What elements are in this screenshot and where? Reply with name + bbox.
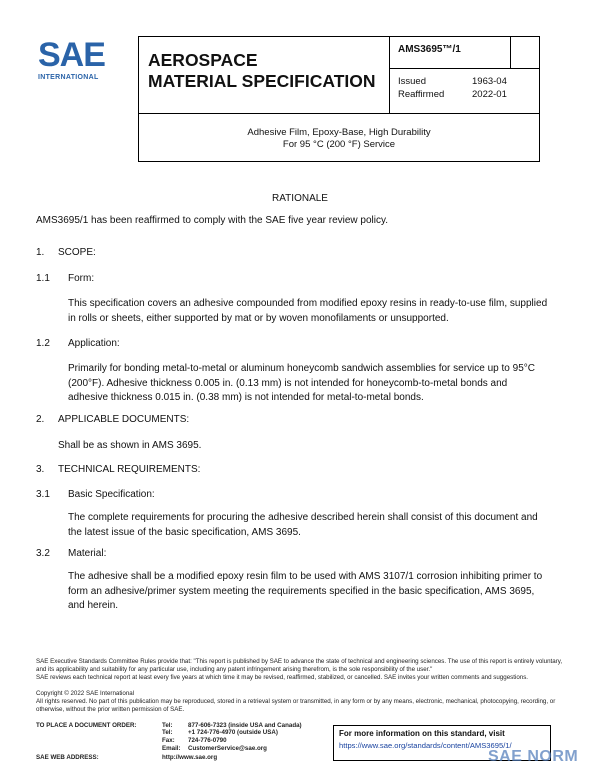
section-number: 3.2 xyxy=(36,548,50,559)
section-title: Material: xyxy=(68,548,107,559)
fax-number: 724-776-0790 xyxy=(188,737,227,744)
subtitle-line: For 95 °C (200 °F) Service xyxy=(282,139,396,150)
section-title: Form: xyxy=(68,273,95,284)
rationale-heading: RATIONALE xyxy=(272,193,328,204)
subtitle-line: Adhesive Film, Epoxy-Base, High Durability xyxy=(247,127,431,138)
header-divider xyxy=(510,36,511,68)
order-label: TO PLACE A DOCUMENT ORDER: xyxy=(36,722,137,729)
logo-subtext: INTERNATIONAL xyxy=(38,74,99,81)
section-title: APPLICABLE DOCUMENTS: xyxy=(58,414,190,425)
reaffirmed-label: Reaffirmed xyxy=(398,89,445,100)
title-line: AEROSPACE xyxy=(148,50,258,70)
reaffirmed-value: 2022-01 xyxy=(472,89,507,100)
section-number: 3. xyxy=(36,464,45,475)
section-number: 1. xyxy=(36,247,45,258)
section-number: 1.2 xyxy=(36,338,50,349)
document-type-title xyxy=(148,50,376,92)
issued-label: Issued xyxy=(398,76,426,87)
tel-outside-usa: +1 724-776-4970 (outside USA) xyxy=(188,729,278,736)
title-line: MATERIAL SPECIFICATION xyxy=(148,71,376,91)
document-number: AMS3695™/1 xyxy=(398,44,461,55)
rationale-text: AMS3695/1 has been reaffirmed to comply with the SAE five year review policy. xyxy=(36,215,389,226)
section-text: Shall be as shown in AMS 3695. xyxy=(58,440,202,451)
section-text: Primarily for bonding metal-to-metal or aluminum honeycomb sandwich assemblies for service up to 95°C (200°F). Adhesive thickness 0.005 in. (0.13 mm) is not intended for honeycomb-to-metal bonds and adhesive thickness 0.015 in. (0.38 mm) is not intended for metal-to-metal bonds. xyxy=(68,363,535,403)
footer-rights: All rights reserved. No part of this publication may be reproduced, stored in a retrieval system or transmitted, in any form or by any means, electronic, mechanical, photocopying, recording, or otherwise, without the prior written permission of SAE. xyxy=(36,698,556,713)
section-number: 2. xyxy=(36,414,45,425)
logo-mark: SAE xyxy=(38,36,105,74)
footer-review-note: SAE reviews each technical report at least every five years at which time it may be revised, reaffirmed, stabilized, or cancelled. SAE invites your written comments and suggestions. xyxy=(36,674,529,681)
section-title: Application: xyxy=(68,338,120,349)
web-label: SAE WEB ADDRESS: xyxy=(36,754,99,761)
section-title: SCOPE: xyxy=(58,247,96,258)
email-label: Email: xyxy=(162,745,181,752)
fax-label: Fax: xyxy=(162,737,175,744)
section-number: 3.1 xyxy=(36,489,50,500)
tel-label: Tel: xyxy=(162,729,173,736)
email-link[interactable]: CustomerService@sae.org xyxy=(188,745,267,752)
section-text: The complete requirements for procuring the adhesive described herein shall consist of this document and the latest issue of the basic specification, AMS 3695. xyxy=(68,512,538,538)
tel-label: Tel: xyxy=(162,722,173,729)
footer-copyright: Copyright © 2022 SAE International xyxy=(36,690,135,697)
section-text: This specification covers an adhesive compounded from modified epoxy resins in ready-to-use film, supplied in rolls or sheets, either supported by mat or by woven monofilaments or unsupported. xyxy=(68,298,548,324)
document-subtitle xyxy=(138,127,540,151)
watermark-text: SAE NORM xyxy=(488,748,579,765)
section-title: Basic Specification: xyxy=(68,489,155,500)
web-link[interactable]: http://www.sae.org xyxy=(162,754,218,761)
section-number: 1.1 xyxy=(36,273,50,284)
sae-logo xyxy=(38,38,122,88)
more-info-url[interactable]: https://www.sae.org/standards/content/AMS3695/1/ xyxy=(339,741,512,750)
footer-disclaimer: SAE Executive Standards Committee Rules provide that: "This report is published by SAE to advance the state of technical and engineering sciences. The use of this report is entirely voluntary, and its applicability and suitability for any particular use, including any patent infringement arising therefrom, is the sole responsibility of the user." xyxy=(36,658,563,673)
tel-inside-usa: 877-606-7323 (inside USA and Canada) xyxy=(188,722,302,729)
section-title: TECHNICAL REQUIREMENTS: xyxy=(58,464,201,475)
issued-value: 1963-04 xyxy=(472,76,507,87)
section-text: The adhesive shall be a modified epoxy resin film to be used with AMS 3107/1 corrosion inhibiting primer to form an adhesive/primer system meeting the requirements specified in the basic specification, AMS 3695, and herein. xyxy=(68,571,543,611)
header-divider xyxy=(389,68,540,69)
more-info-title: For more information on this standard, visit xyxy=(339,729,505,738)
header-divider xyxy=(389,36,390,114)
